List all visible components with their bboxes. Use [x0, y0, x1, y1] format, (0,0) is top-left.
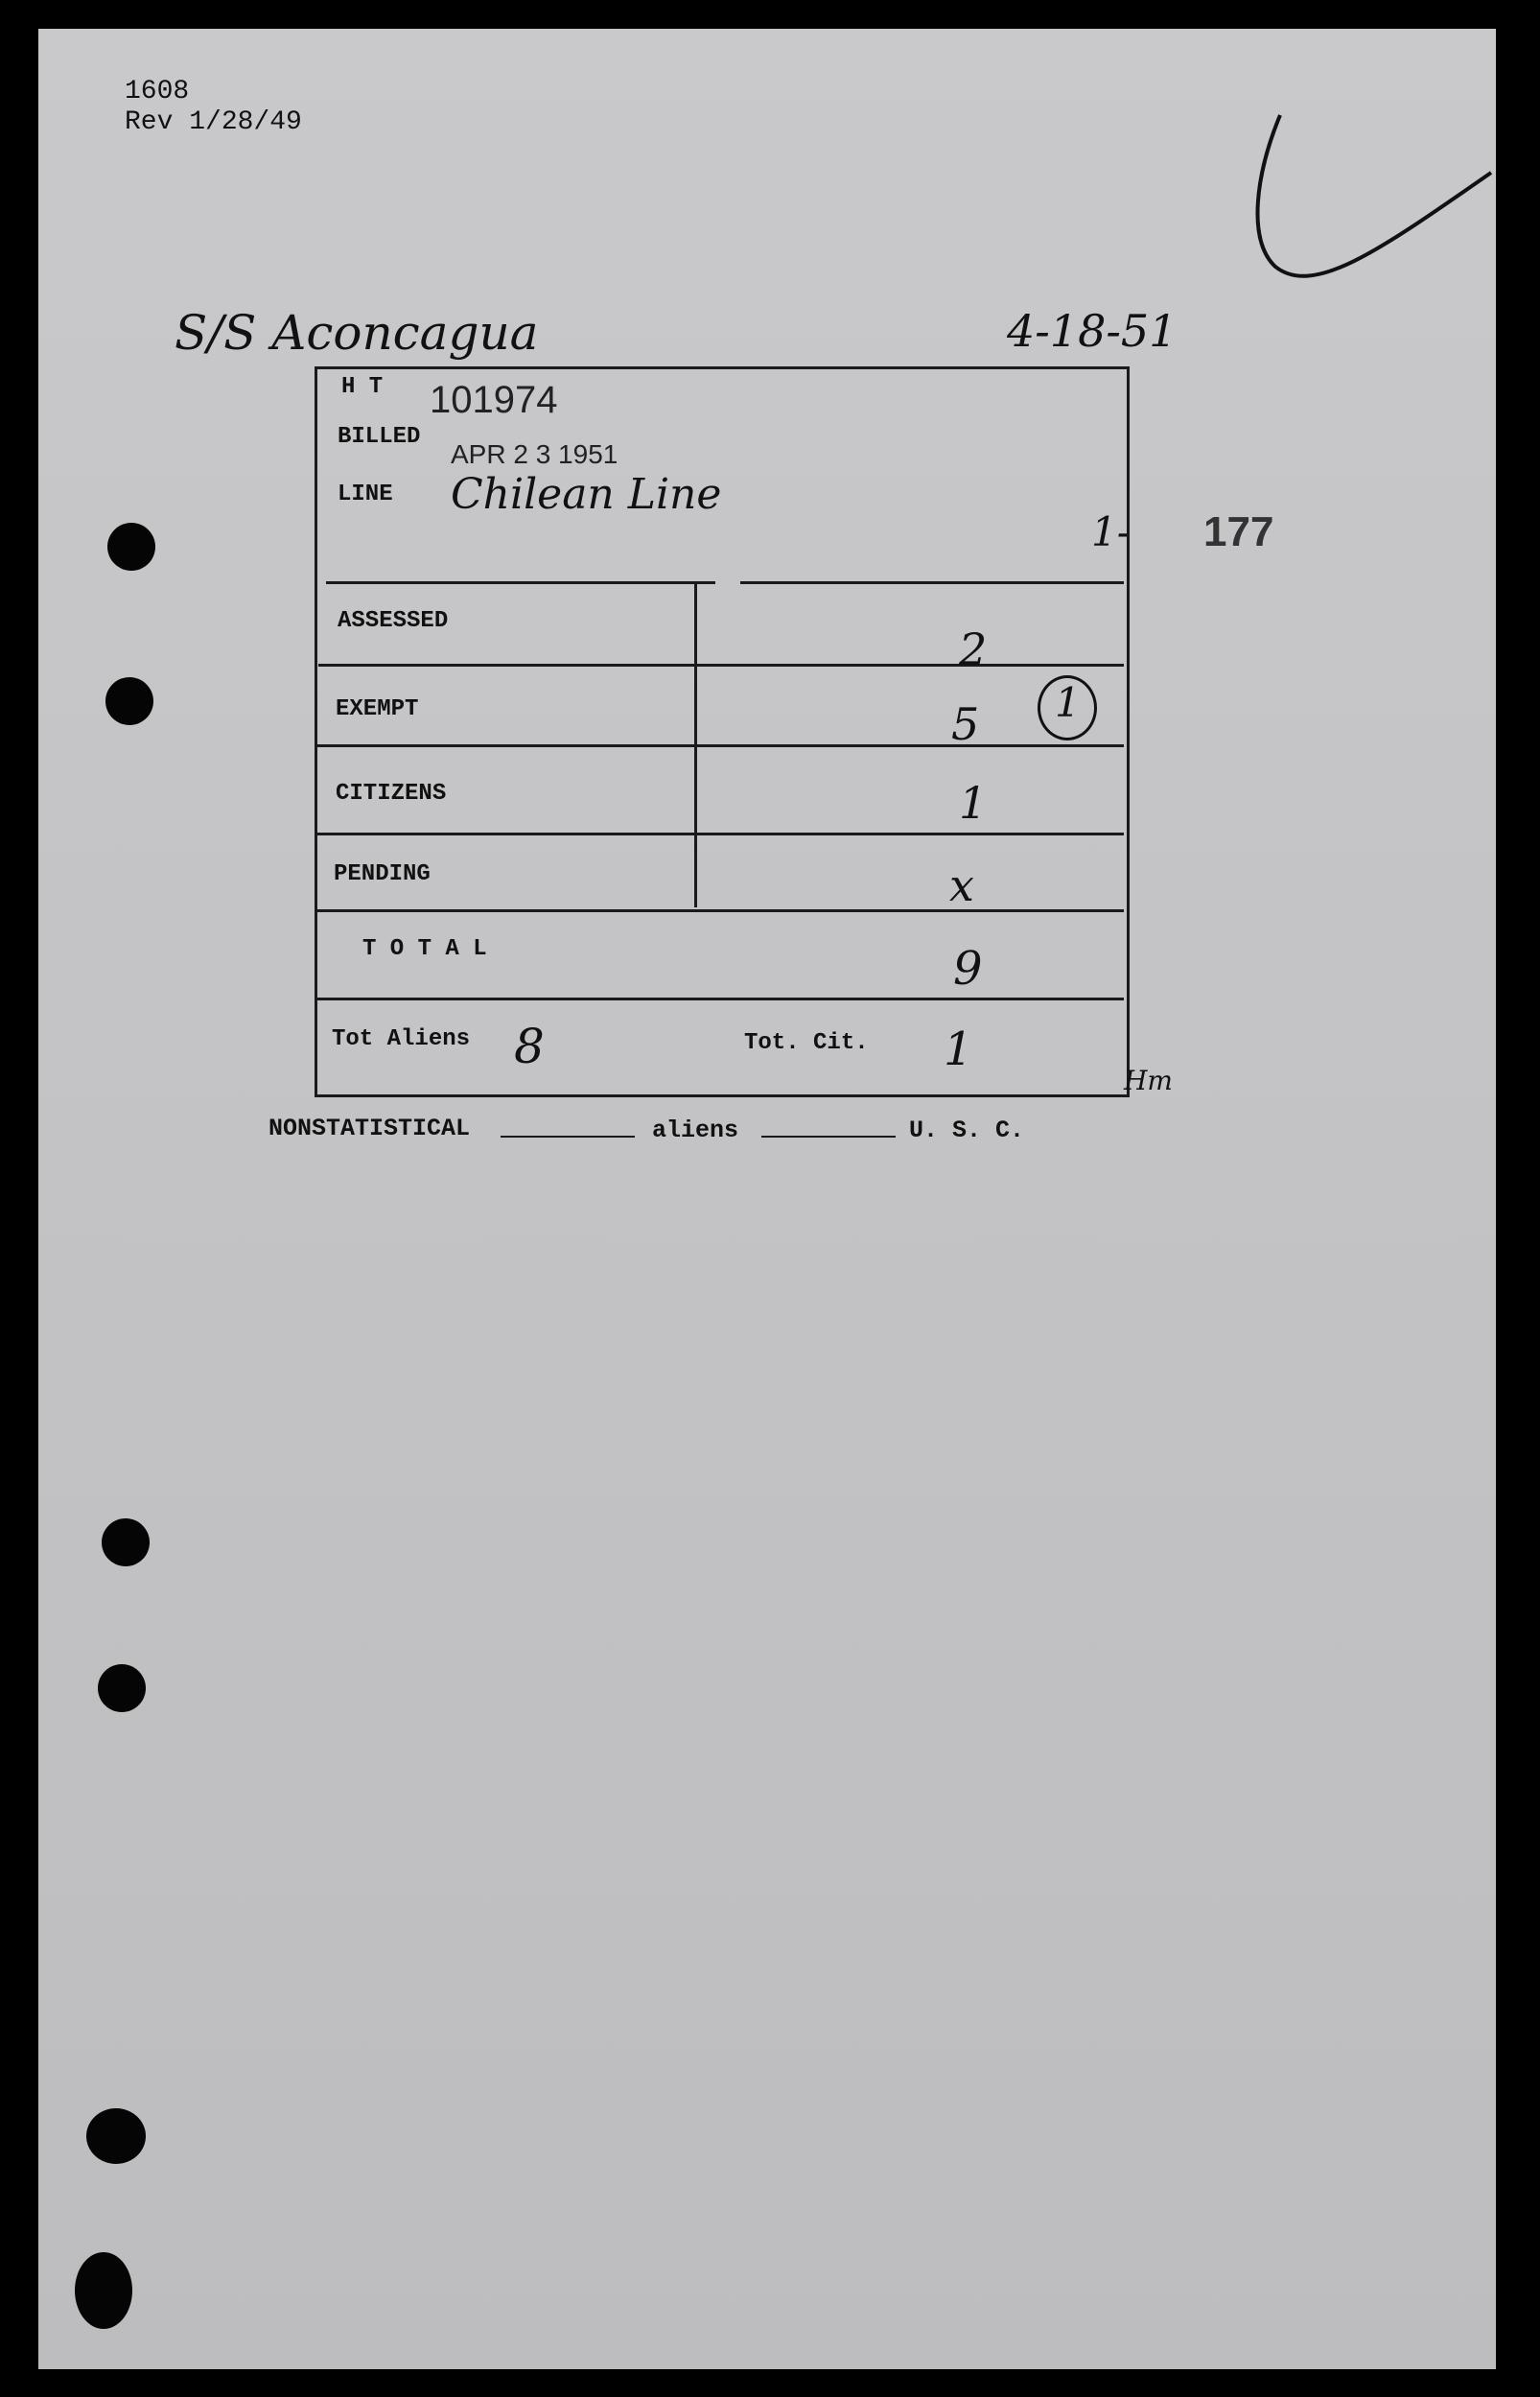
page-ref-mark: 1- — [1091, 508, 1131, 555]
usc-label: U. S. C. — [909, 1116, 1025, 1144]
page-ref-number: 177 — [1203, 508, 1274, 555]
initials: Hm — [1124, 1065, 1173, 1096]
ship-name: S/S Aconcagua — [175, 305, 539, 361]
pending-label: PENDING — [334, 861, 431, 887]
torn-hole — [86, 2108, 146, 2164]
exempt-label: EXEMPT — [336, 696, 419, 722]
billed-label: BILLED — [338, 424, 421, 450]
form-number: 1608 — [125, 77, 190, 106]
arrival-date: 4-18-51 — [1007, 305, 1178, 357]
punch-hole — [107, 523, 155, 571]
aliens-label: aliens — [652, 1116, 739, 1144]
record-box — [315, 366, 1130, 1097]
ht-number: 101974 — [430, 379, 558, 421]
punch-hole — [102, 1518, 150, 1566]
total-value: 9 — [953, 942, 983, 996]
assessed-label: ASSESSED — [338, 608, 449, 634]
pending-value: x — [949, 859, 974, 911]
torn-hole — [75, 2252, 132, 2329]
exempt-note: 1 — [1055, 679, 1081, 726]
citizens-label: CITIZENS — [336, 781, 447, 807]
line-label: LINE — [338, 482, 393, 507]
ht-label: H T — [341, 374, 384, 400]
punch-hole — [105, 677, 153, 725]
form-revision: Rev 1/28/49 — [125, 107, 302, 137]
check-mark — [1237, 106, 1505, 297]
punch-hole — [98, 1664, 146, 1712]
tot-aliens-value: 8 — [514, 1019, 545, 1074]
tot-cit-label: Tot. Cit. — [744, 1030, 869, 1056]
total-label: T O T A L — [362, 936, 487, 962]
citizens-value: 1 — [959, 777, 988, 829]
line-value: Chilean Line — [451, 470, 722, 519]
tot-aliens-label: Tot Aliens — [332, 1026, 471, 1052]
nonstatistical-label: NONSTATISTICAL — [268, 1115, 471, 1142]
exempt-value: 5 — [951, 698, 980, 750]
tot-cit-value: 1 — [944, 1022, 973, 1076]
assessed-value: 2 — [959, 623, 988, 675]
billed-date-stamp: APR 2 3 1951 — [451, 439, 618, 469]
